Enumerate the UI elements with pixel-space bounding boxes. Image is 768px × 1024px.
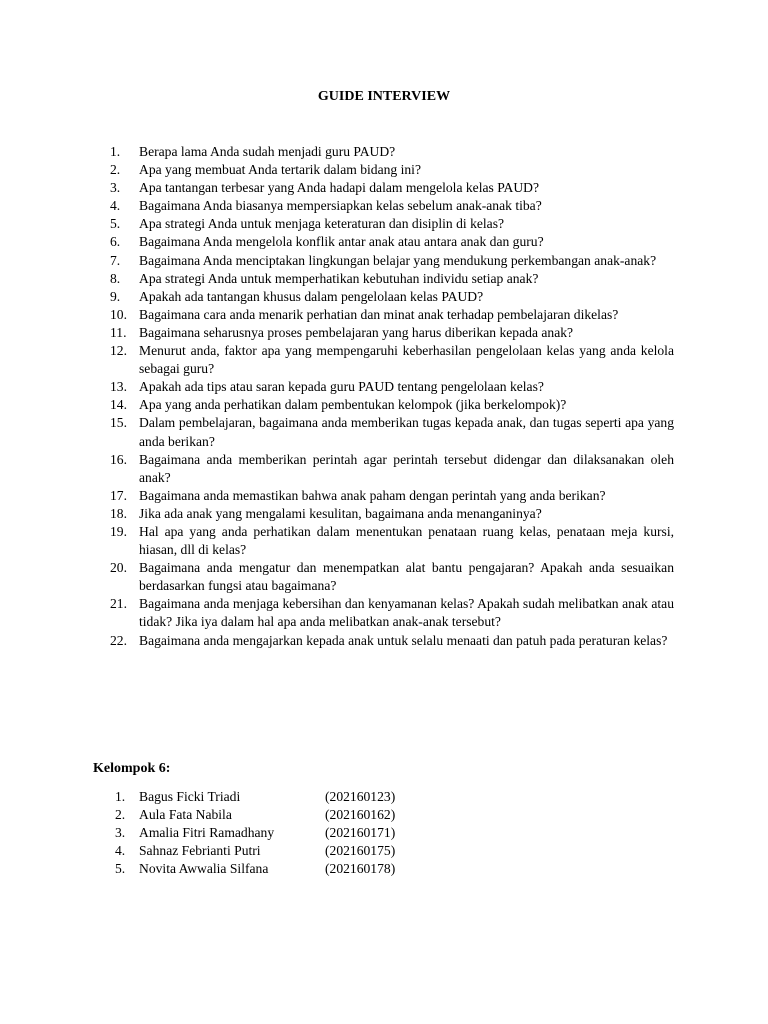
member-item (115, 788, 515, 806)
question-item (110, 143, 674, 161)
question-number: 8. (110, 270, 121, 286)
question-text: Apa strategi Anda untuk memperhatikan kebutuhan individu setiap anak? (139, 270, 539, 286)
question-item (110, 396, 674, 414)
member-name: Sahnaz Febrianti Putri (139, 843, 261, 859)
question-text: Berapa lama Anda sudah menjadi guru PAUD? (139, 144, 396, 159)
question-text: Apa yang anda perhatikan dalam pembentukan kelompok (jika berkelompok)? (139, 397, 567, 413)
question-text: Bagaimana anda menjaga kebersihan dan kenyamanan kelas? Apakah sudah melibatkan anak atau tidak? Jika iya dalam hal apa anda melibatkan anak-anak tersebut? (139, 596, 674, 630)
member-id: (202160175) (325, 843, 396, 859)
member-list (115, 788, 515, 878)
member-id: (202160171) (325, 825, 396, 841)
member-number: 2. (115, 807, 126, 823)
question-item (110, 306, 674, 324)
question-item (110, 197, 674, 215)
question-number: 11. (110, 324, 127, 340)
member-id: (202160162) (325, 807, 396, 823)
question-number: 17. (110, 487, 127, 503)
question-text: Bagaimana seharusnya proses pembelajaran yang harus diberikan kepada anak? (139, 324, 574, 340)
question-text: Bagaimana cara anda menarik perhatian dan minat anak terhadap pembelajaran dikelas? (139, 306, 619, 322)
member-name: Bagus Ficki Triadi (139, 789, 241, 804)
question-list (110, 143, 674, 650)
member-item (115, 806, 515, 824)
question-number: 19. (110, 523, 127, 539)
question-number: 22. (110, 632, 127, 648)
member-id: (202160178) (325, 861, 396, 877)
question-text: Bagaimana anda mengajarkan kepada anak untuk selalu menaati dan patuh pada peraturan kelas? (139, 632, 668, 648)
question-item (110, 451, 674, 487)
question-number: 16. (110, 451, 127, 467)
question-number: 12. (110, 343, 127, 359)
question-text: Apa strategi Anda untuk menjaga keteraturan dan disiplin di kelas? (139, 216, 505, 232)
page-title: GUIDE INTERVIEW (317, 89, 451, 104)
question-item (110, 505, 674, 523)
question-item (110, 378, 674, 396)
question-item (110, 487, 674, 505)
question-item (110, 179, 674, 197)
question-item (110, 215, 674, 233)
question-item (110, 559, 674, 595)
member-number: 5. (115, 861, 126, 877)
question-text: Bagaimana Anda menciptakan lingkungan belajar yang mendukung perkembangan anak-anak? (139, 252, 657, 268)
group-heading: Kelompok 6: (93, 761, 171, 776)
question-number: 7. (110, 252, 121, 268)
question-number: 2. (110, 162, 121, 178)
member-number: 1. (115, 789, 126, 804)
question-text: Apa yang membuat Anda tertarik dalam bidang ini? (139, 162, 421, 178)
question-number: 4. (110, 198, 121, 214)
question-text: Bagaimana Anda biasanya mempersiapkan kelas sebelum anak-anak tiba? (139, 198, 542, 214)
question-number: 3. (110, 180, 121, 196)
member-name: Aula Fata Nabila (139, 807, 232, 823)
question-text: Bagaimana anda memastikan bahwa anak paham dengan perintah yang anda berikan? (139, 487, 606, 503)
question-item (110, 523, 674, 559)
question-number: 10. (110, 306, 127, 322)
question-item (110, 414, 674, 450)
question-item (110, 233, 674, 251)
question-text: Apakah ada tantangan khusus dalam pengelolaan kelas PAUD? (139, 288, 484, 304)
question-text: Apa tantangan terbesar yang Anda hadapi dalam mengelola kelas PAUD? (139, 180, 540, 196)
question-item (110, 288, 674, 306)
question-text: Bagaimana Anda mengelola konflik antar anak atau antara anak dan guru? (139, 234, 544, 250)
question-number: 18. (110, 505, 127, 521)
question-text: Dalam pembelajaran, bagaimana anda memberikan tugas kepada anak, dan tugas seperti apa yang anda berikan? (139, 415, 674, 449)
question-text: Menurut anda, faktor apa yang mempengaruhi keberhasilan pengelolaan kelas yang anda kelola sebagai guru? (139, 343, 674, 377)
question-text: Bagaimana anda mengatur dan menempatkan alat bantu pengajaran? Apakah anda sesuaikan berdasarkan fungsi atau bagaimana? (139, 560, 674, 594)
question-number: 6. (110, 234, 121, 250)
member-number: 3. (115, 825, 126, 841)
member-item (115, 824, 515, 842)
question-item (110, 252, 674, 270)
question-number: 14. (110, 397, 127, 413)
question-text: Bagaimana anda memberikan perintah agar perintah tersebut didengar dan dilaksanakan oleh anak? (139, 451, 674, 485)
question-text: Hal apa yang anda perhatikan dalam menentukan penataan ruang kelas, penataan meja kursi, hiasan, dll di kelas? (139, 523, 674, 558)
question-number: 13. (110, 379, 127, 395)
question-number: 5. (110, 216, 121, 232)
question-item (110, 270, 674, 288)
question-text: Jika ada anak yang mengalami kesulitan, bagaimana anda menanganinya? (139, 505, 542, 521)
member-item (115, 860, 515, 878)
question-item (110, 595, 674, 631)
question-number: 20. (110, 560, 127, 576)
member-id: (202160123) (325, 789, 396, 804)
member-number: 4. (115, 843, 126, 859)
question-number: 15. (110, 415, 127, 431)
question-item (110, 342, 674, 378)
question-number: 21. (110, 596, 127, 612)
question-item (110, 324, 674, 342)
question-text: Apakah ada tips atau saran kepada guru PAUD tentang pengelolaan kelas? (139, 379, 544, 395)
member-name: Amalia Fitri Ramadhany (139, 825, 275, 841)
question-number: 1. (110, 144, 121, 159)
member-item (115, 842, 515, 860)
question-item (110, 632, 674, 650)
question-item (110, 161, 674, 179)
member-name: Novita Awwalia Silfana (139, 861, 269, 877)
question-number: 9. (110, 288, 121, 304)
